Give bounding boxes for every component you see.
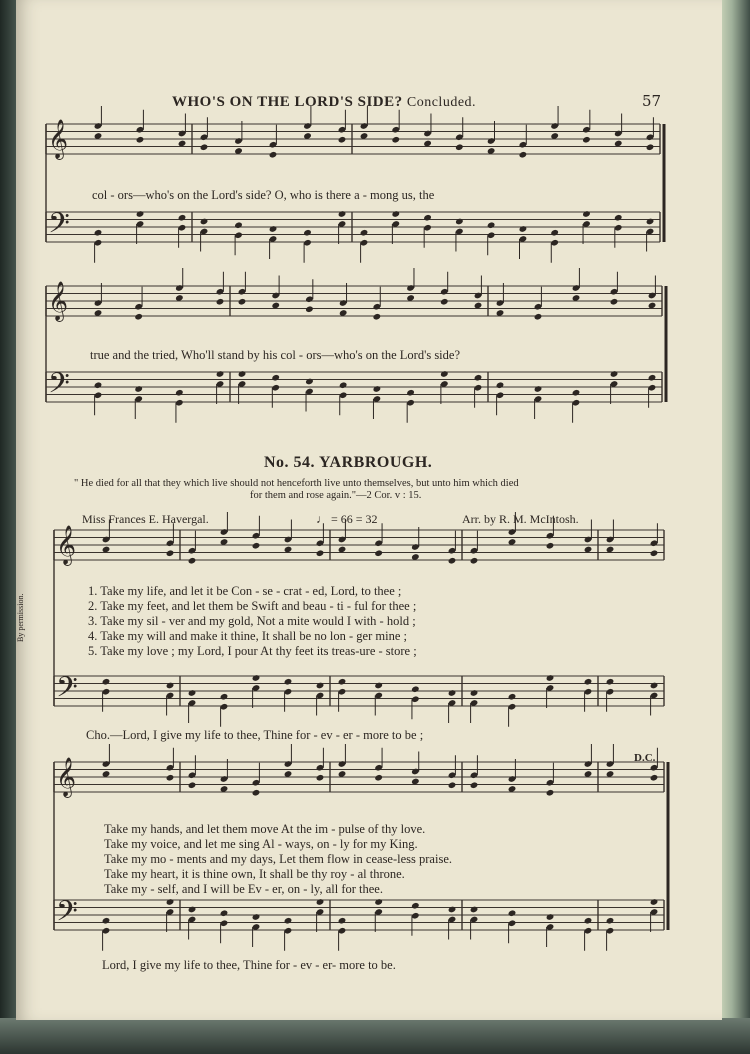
hymnal-page [16,0,722,1020]
note-head [252,542,261,550]
note-head [338,917,347,925]
note-head [136,136,145,144]
note-head [269,151,278,159]
verse-line: Take my - self, and I will be Ev - er, on - ly, all for thee. [104,882,383,896]
note-head [188,781,197,789]
verse-line: 1. Take my life, and let it be Con - se - crat - ed, Lord, to thee ; [88,584,402,598]
running-title-text: WHO'S ON THE LORD'S SIDE? [172,94,403,110]
note-head [448,557,457,565]
bass-clef-icon: 𝄢 [56,895,78,935]
treble-clef-icon: 𝄞 [48,119,69,159]
page-number: 57 [642,92,662,110]
book-cover-bottom-edge [0,1018,750,1054]
note-head [584,678,593,686]
staff [54,530,664,560]
note-head [391,136,400,144]
note-head [572,389,581,397]
note-head [650,898,659,906]
note-head [496,381,505,389]
note-head [316,549,325,557]
note-head [136,210,145,218]
note-head [316,682,325,690]
note-head [102,917,111,925]
note-head [166,549,175,557]
note-head [94,229,103,237]
note-head [360,229,369,237]
note-head [220,693,229,701]
note-head [166,682,175,690]
note-head [610,370,619,378]
staff [46,286,662,316]
verse-line: 4. Take my will and make it thine, It shall be no lon - ger mine ; [88,629,407,643]
note-head [470,906,479,914]
note-head [220,909,229,917]
note-head [546,542,555,550]
note-head [166,774,175,782]
note-head [650,682,659,690]
note-head [646,218,655,226]
note-head [303,229,312,237]
note-head [534,385,543,393]
permission-note: By permission. [16,593,25,642]
epigraph-line-2: for them and rose again."—2 Cor. v : 15. [250,490,422,501]
verse-line: 5. Take my love ; my Lord, I pour At thy feet its treas-ure - store ; [88,644,417,658]
hymn1-lyric-line-1: col - ors—who's on the Lord's side? O, who is there a - mong us, the [92,188,435,202]
chorus-line-1: Cho.—Lord, I give my life to thee, Thine for - ev - er - more to be ; [86,728,424,742]
note-head [373,313,382,321]
note-head [470,557,479,565]
verse-line: Take my mo - ments and my days, Let them flow in cease-less praise. [104,852,452,866]
note-head [391,210,400,218]
note-head [94,381,103,389]
note-head [188,689,197,697]
note-head [188,906,197,914]
note-head [166,898,175,906]
note-head [374,898,383,906]
note-head [648,374,657,382]
treble-clef-icon: 𝄞 [56,757,77,797]
chorus-line-2: Lord, I give my life to thee, Thine for - ev - er- more to be. [102,958,396,972]
note-head [448,906,457,914]
note-head [606,678,615,686]
note-head [305,378,314,386]
note-head [339,381,348,389]
bass-clef-icon: 𝄢 [48,367,70,407]
staff [54,676,664,706]
bass-clef-icon: 𝄢 [48,207,70,247]
note-head [546,789,555,797]
hymn-number-title: No. 54. YARBROUGH. [264,454,433,471]
note-head [238,370,247,378]
tempo-marking: ♩ = 66 = 32 [316,512,378,526]
book-cover-right-edge [720,0,750,1054]
note-head [455,218,464,226]
bass-clef-icon: 𝄢 [56,671,78,711]
note-head [269,225,278,233]
running-title [172,94,476,111]
note-head [134,313,143,321]
note-head [519,151,528,159]
note-head [338,136,347,144]
note-head [216,298,225,306]
treble-clef-icon: 𝄞 [56,525,77,565]
arranger-credit: Arr. by R. M. McIntosh. [462,512,579,526]
note-head [584,917,593,925]
verse-line: Take my voice, and let me sing Al - ways, on - ly for my King. [104,837,418,851]
note-head [374,549,383,557]
note-head [200,218,209,226]
note-head [188,557,197,565]
note-head [216,370,225,378]
note-head [234,221,243,229]
note-head [102,678,111,686]
note-head [582,210,591,218]
note-head [582,136,591,144]
note-head [175,389,184,397]
note-head [316,898,325,906]
note-head [411,685,420,693]
note-head [550,229,559,237]
note-head [284,917,293,925]
note-head [546,913,555,921]
verse-line: 2. Take my feet, and let them be Swift and beau - ti - ful for thee ; [88,599,417,613]
note-head [614,214,623,222]
epigraph-line-1: " He died for all that they which live should not henceforth live unto themselves, but unto him which died [74,478,519,489]
note-head [373,385,382,393]
staff [54,900,664,930]
note-head [271,374,280,382]
note-head [470,781,479,789]
note-head [519,225,528,233]
note-head [606,917,615,925]
note-head [252,789,261,797]
note-head [252,913,261,921]
hymn1-lyric-line-2: true and the tried, Who'll stand by his col - ors—who's on the Lord's side? [90,348,461,362]
note-head [252,674,261,682]
note-head [508,909,517,917]
note-head [487,221,496,229]
note-head [411,902,420,910]
note-head [610,298,619,306]
note-head [650,549,659,557]
verse-block-2 [104,822,452,897]
note-head [646,143,655,151]
note-head [508,693,517,701]
note-head [374,774,383,782]
note-head [546,674,555,682]
book-cover-left-edge [0,0,16,1054]
verse-line: Take my hands, and let them move At the im - pulse of thy love. [104,822,426,836]
note-head [238,298,247,306]
note-head [423,214,432,222]
note-head [440,370,449,378]
verse-block-1 [88,584,417,659]
note-head [448,781,457,789]
note-head [134,385,143,393]
note-head [316,774,325,782]
note-head [200,143,209,151]
note-head [338,678,347,686]
note-head [338,210,347,218]
note-head [374,682,383,690]
note-head [534,313,543,321]
note-head [406,389,415,397]
staff [54,762,664,792]
verse-line: Take my heart, it is thine own, It shall be thy roy - al throne. [104,867,405,881]
note-head [474,374,483,382]
dc-mark: D.C. [634,752,656,764]
note-head [440,298,449,306]
note-head [650,774,659,782]
note-head [455,143,464,151]
treble-clef-icon: 𝄞 [48,281,69,321]
note-head [470,689,479,697]
note-head [448,689,457,697]
verse-line: 3. Take my sil - ver and my gold, Not a mite would I with - hold ; [88,614,416,628]
running-title-suffix: Concluded. [406,95,477,110]
note-head [178,214,187,222]
author-credit: Miss Frances E. Havergal. [82,512,209,526]
note-head [284,678,293,686]
note-head [305,305,314,313]
